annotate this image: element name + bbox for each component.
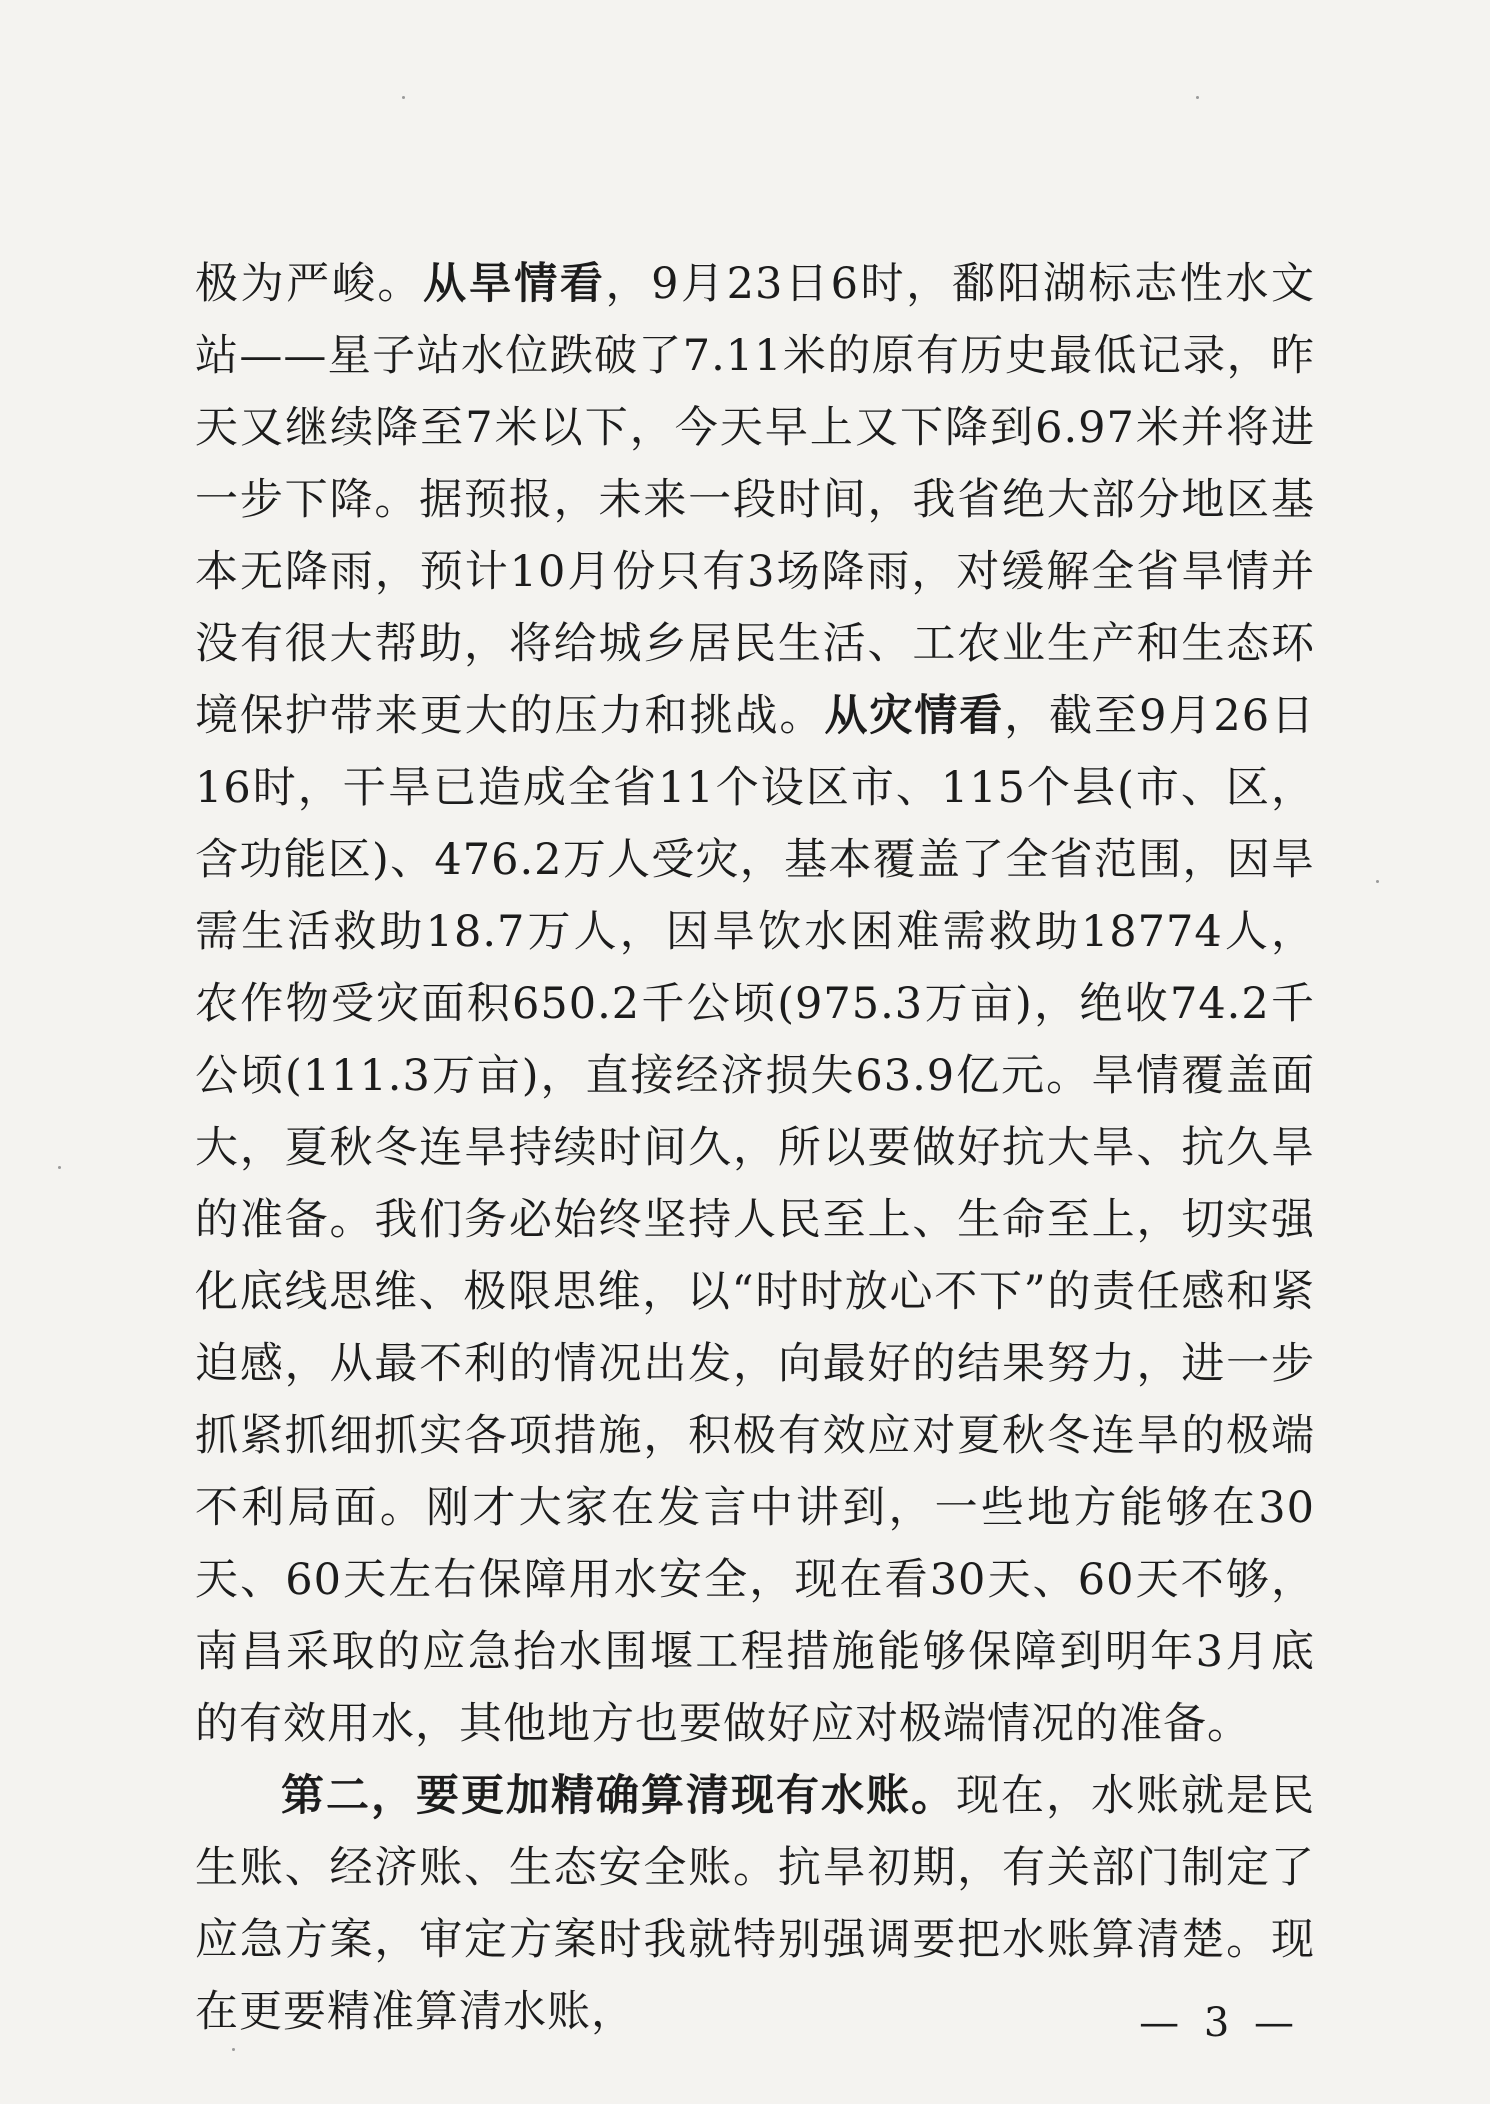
paragraph-1-run-3: ，截至9月26日16时，干旱已造成全省11个设区市、115个县(市、区，含功能区)、476.2万人受灾，基本覆盖了全省范围，因旱需生活救助18.7万人，因旱饮水困难需救助18774人，农作物受灾面积650.2千公顷(975.3万亩)，绝收74.2千公顷(111.3万亩)，直接经济损失63.9亿元。旱情覆盖面大，夏秋冬连旱持续时间久，所以要做好抗大旱、抗久旱的准备。我们务必始终坚持人民至上、生命至上，切实强化底线思维、极限思维，以“时时放心不下”的责任感和紧迫感，从最不利的情况出发，向最好的结果努力，进一步抓紧抓细抓实各项措施，积极有效应对夏秋冬连旱的极端不利局面。刚才大家在发言中讲到，一些地方能够在30天、60天左右保障用水安全，现在看30天、60天不够，南昌采取的应急抬水围堰工程措施能够保障到明年3月底的有效用水，其他地方也要做好应对极端情况的准备。 <box>195 691 1316 1749</box>
paragraph-2-run-1: 现在，水账就是民生账、经济账、生态安全账。抗旱初期，有关部门制定了应急方案，审定方案时我就特别强调要把水账算清楚。现在更要精准算清水账， <box>195 1771 1315 2037</box>
paragraph-1 <box>195 248 1315 1760</box>
scan-speck <box>58 1166 61 1169</box>
heading-point-two: 第二，要更加精确算清现有水账。 <box>281 1771 956 1821</box>
scan-speck <box>1376 880 1379 883</box>
paragraph-1-run-1: 极为严峻。 <box>195 259 424 309</box>
page-number: — 3 — <box>1139 2000 1300 2046</box>
paragraph-1-run-2: ，9月23日6时，鄱阳湖标志性水文站——星子站水位跌破了7.11米的原有历史最低记录，昨天又继续降至7米以下，今天早上又下降到6.97米并将进一步下降。据预报，未来一段时间，我省绝大部分地区基本无降雨，预计10月份只有3场降雨，对缓解全省旱情并没有很大帮助，将给城乡居民生活、工农业生产和生态环境保护带来更大的压力和挑战。 <box>195 259 1316 741</box>
scan-speck <box>232 2048 235 2051</box>
scan-speck <box>1196 96 1199 99</box>
heading-disaster-situation: 从灾情看 <box>824 691 1005 741</box>
body-text <box>195 248 1315 2048</box>
heading-drought-situation: 从旱情看 <box>423 259 606 309</box>
scan-speck <box>402 96 405 99</box>
